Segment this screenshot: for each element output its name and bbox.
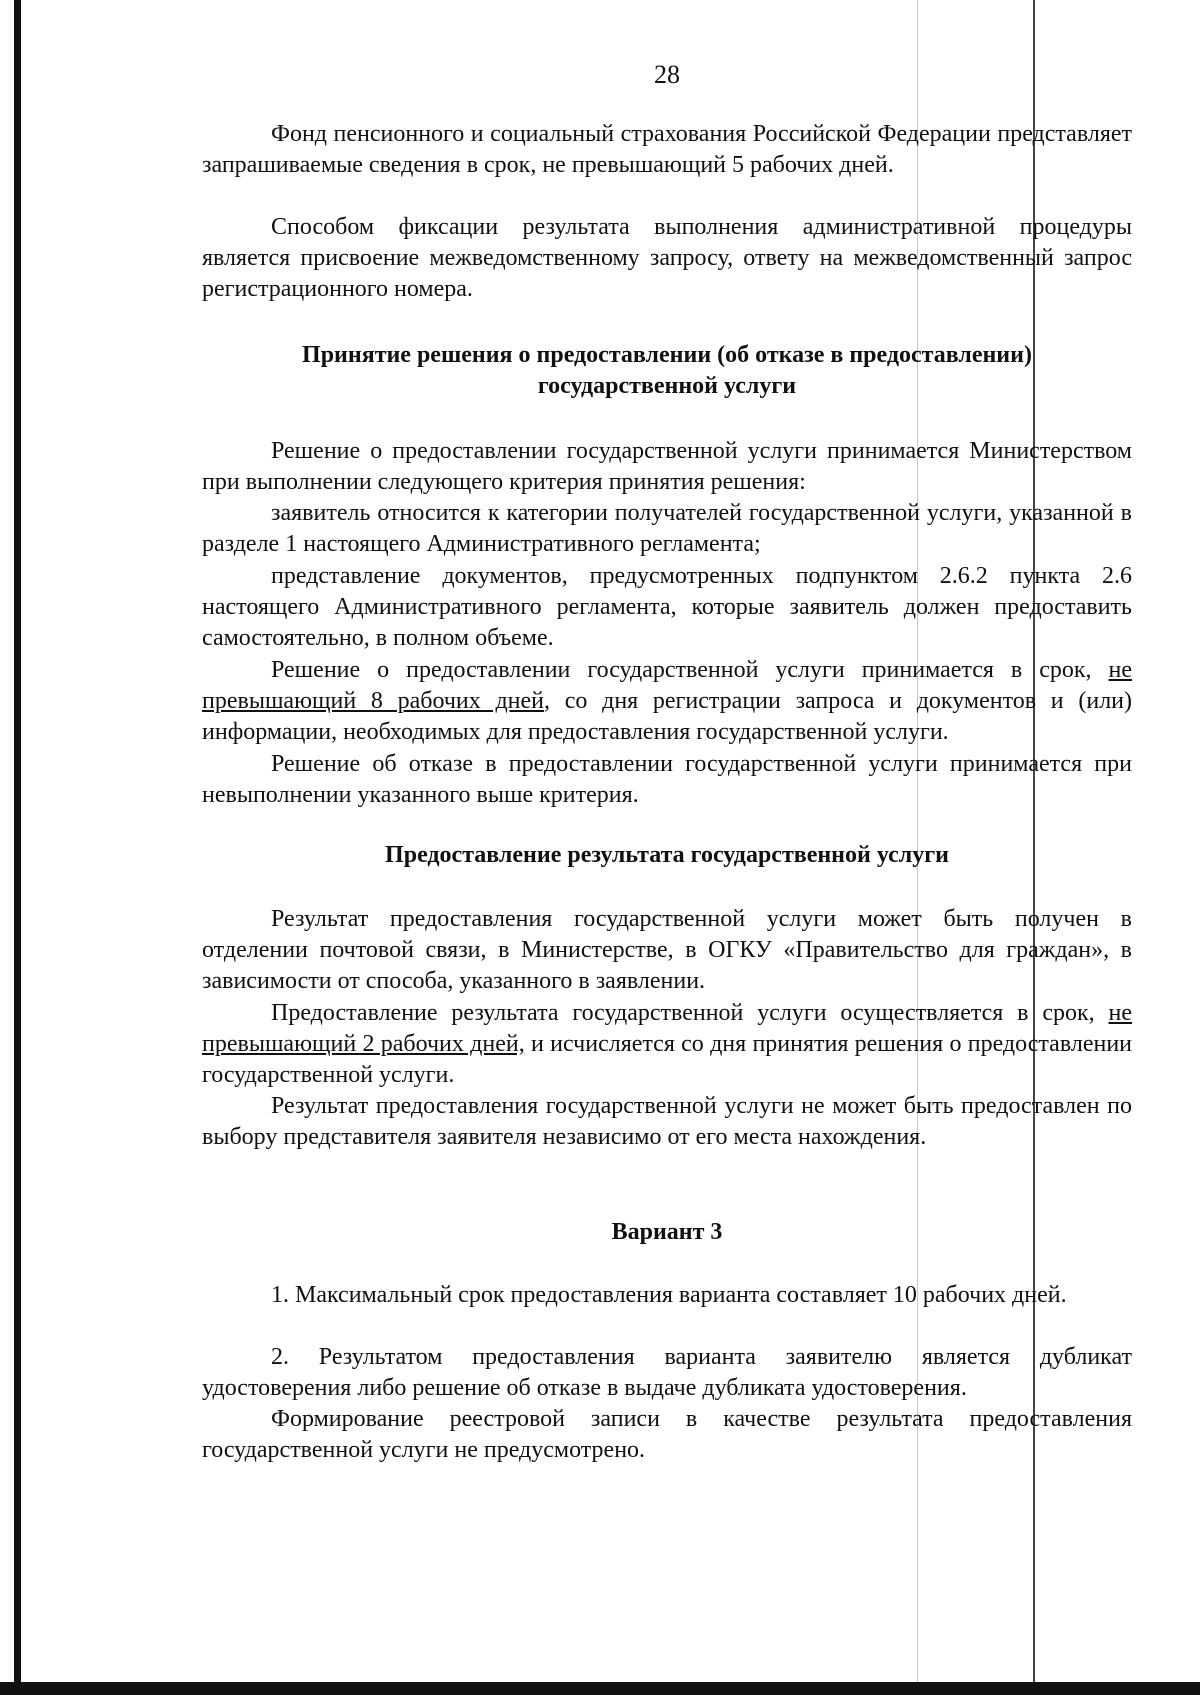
scan-border-left <box>14 0 21 1695</box>
paragraph: Результат предоставления государственной услуги может быть получен в отделении почтовой связи, в Министерстве, в ОГКУ «Правительство для граждан», в зависимости от способа, указанного в заявлении. <box>202 906 1132 994</box>
section-heading: Предоставление результата государственной услуги <box>385 842 949 868</box>
paragraph: 1. Максимальный срок предоставления варианта составляет 10 рабочих дней. <box>271 1282 1067 1308</box>
section-heading: Вариант 3 <box>611 1219 723 1245</box>
paragraph: Предоставление результата государственной услуги осуществляется в срок, не превышающий 2 рабочих дней, и исчисляется со дня принятия решения о предоставлении государственной услуги. <box>202 1000 1133 1088</box>
paragraph: Решение об отказе в предоставлении государственной услуги принимается при невыполнении указанного выше критерия. <box>202 751 1132 808</box>
section-heading-line: государственной услуги <box>537 373 797 399</box>
page-number: 28 <box>654 60 680 89</box>
paragraph: Формирование реестровой записи в качестве результата предоставления государственной услуги не предусмотрено. <box>202 1406 1132 1463</box>
paragraph: Результат предоставления государственной услуги не может быть предоставлен по выбору представителя заявителя независимо от его места нахождения. <box>202 1093 1132 1150</box>
paragraph: Фонд пенсионного и социальный страхования Российской Федерации представляет запрашиваемые сведения в срок, не превышающий 5 рабочих дней. <box>202 121 1132 178</box>
paragraph: 2. Результатом предоставления варианта заявителю является дубликат удостоверения либо решение об отказе в выдаче дубликата удостоверения. <box>202 1344 1132 1401</box>
paragraph: Способом фиксации результата выполнения административной процедуры является присвоение межведомственному запросу, ответу на межведомственный запрос регистрационного номера. <box>202 214 1132 302</box>
underlined-deadline: не превышающий 8 рабочих дней <box>202 657 1133 714</box>
section-heading <box>202 340 1132 402</box>
underlined-deadline: не превышающий 2 рабочих дней, <box>202 1000 1133 1057</box>
paragraph: представление документов, предусмотренных подпунктом 2.6.2 пункта 2.6 настоящего Административного регламента, которые заявитель должен предоставить самостоятельно, в полном объеме. <box>202 563 1132 651</box>
section-heading-line: Принятие решения о предоставлении (об отказе в предоставлении) <box>302 342 1032 368</box>
paragraph: Решение о предоставлении государственной услуги принимается Министерством при выполнении следующего критерия принятия решения: <box>202 438 1132 495</box>
paragraph: заявитель относится к категории получателей государственной услуги, указанной в разделе 1 настоящего Административного регламента; <box>202 500 1132 557</box>
scan-border-bottom <box>0 1682 1200 1695</box>
paragraph: Решение о предоставлении государственной услуги принимается в срок, не превышающий 8 рабочих дней, со дня регистрации запроса и документов и (или) информации, необходимых для предоставления государственной услуги. <box>202 657 1133 745</box>
